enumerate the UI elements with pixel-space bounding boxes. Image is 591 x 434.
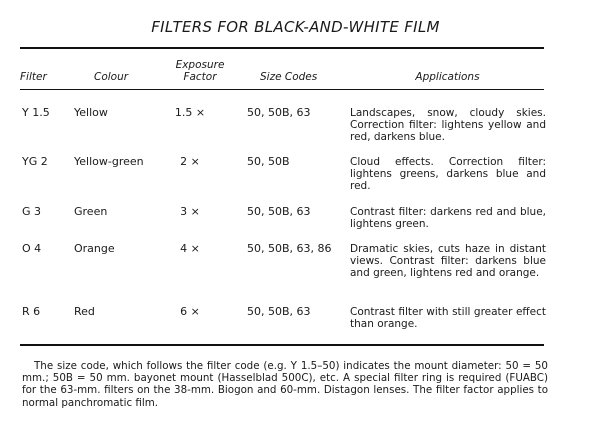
cell-colour: Yellow-green xyxy=(74,155,144,168)
page-title: FILTERS FOR BLACK-AND-WHITE FILM xyxy=(151,18,440,36)
header-applications: Applications xyxy=(415,71,480,83)
header-filter: Filter xyxy=(20,71,47,83)
cell-size-codes: 50, 50B, 63, 86 xyxy=(247,242,332,255)
cell-exposure: 3 × xyxy=(180,205,200,218)
cell-colour: Red xyxy=(74,305,95,318)
footnote: The size code, which follows the filter code (e.g. Y 1.5–50) indicates the mount diameter: 50 = 50 mm.; 50B = 50 mm. bayonet mount (Hasselblad 500C), etc. A special filter ring is required (FUABC) for the 63-mm. filters on the 38-mm. Biogon and 60-mm. Distagon lenses. The filter factor applies to normal panchromatic film. xyxy=(22,360,548,409)
cell-filter: R 6 xyxy=(22,305,41,318)
cell-exposure: 2 × xyxy=(180,155,200,168)
cell-colour: Green xyxy=(74,205,108,218)
cell-size-codes: 50, 50B, 63 xyxy=(247,106,311,119)
header-colour: Colour xyxy=(94,71,129,83)
cell-size-codes: 50, 50B, 63 xyxy=(247,205,311,218)
cell-applications: Landscapes, snow, cloudy skies. Correction filter: lightens yellow and red, darkens blue. xyxy=(350,107,546,143)
cell-applications: Dramatic skies, cuts haze in distant views. Contrast filter: darkens blue and green, lightens red and orange. xyxy=(350,243,546,279)
cell-filter: Y 1.5 xyxy=(22,106,50,119)
top-rule xyxy=(20,47,544,49)
cell-colour: Yellow xyxy=(74,106,108,119)
cell-applications: Contrast filter with still greater effect than orange. xyxy=(350,306,546,330)
cell-exposure: 6 × xyxy=(180,305,200,318)
cell-applications: Contrast filter: darkens red and blue, lightens green. xyxy=(350,206,546,230)
cell-size-codes: 50, 50B, 63 xyxy=(247,305,311,318)
header-exposure xyxy=(170,59,230,83)
cell-filter: YG 2 xyxy=(22,155,48,168)
header-size-codes: Size Codes xyxy=(260,71,318,83)
header-rule xyxy=(20,89,544,90)
bottom-rule xyxy=(20,344,544,346)
header-exposure-line1: Exposure xyxy=(175,59,225,71)
header-exposure-line2: Factor xyxy=(183,71,217,83)
cell-applications: Cloud effects. Correction filter: lightens greens, darkens blue and red. xyxy=(350,156,546,192)
cell-size-codes: 50, 50B xyxy=(247,155,290,168)
cell-exposure: 1.5 × xyxy=(174,106,206,119)
cell-colour: Orange xyxy=(74,242,115,255)
cell-exposure: 4 × xyxy=(180,242,200,255)
cell-filter: G 3 xyxy=(22,205,42,218)
cell-filter: O 4 xyxy=(22,242,42,255)
